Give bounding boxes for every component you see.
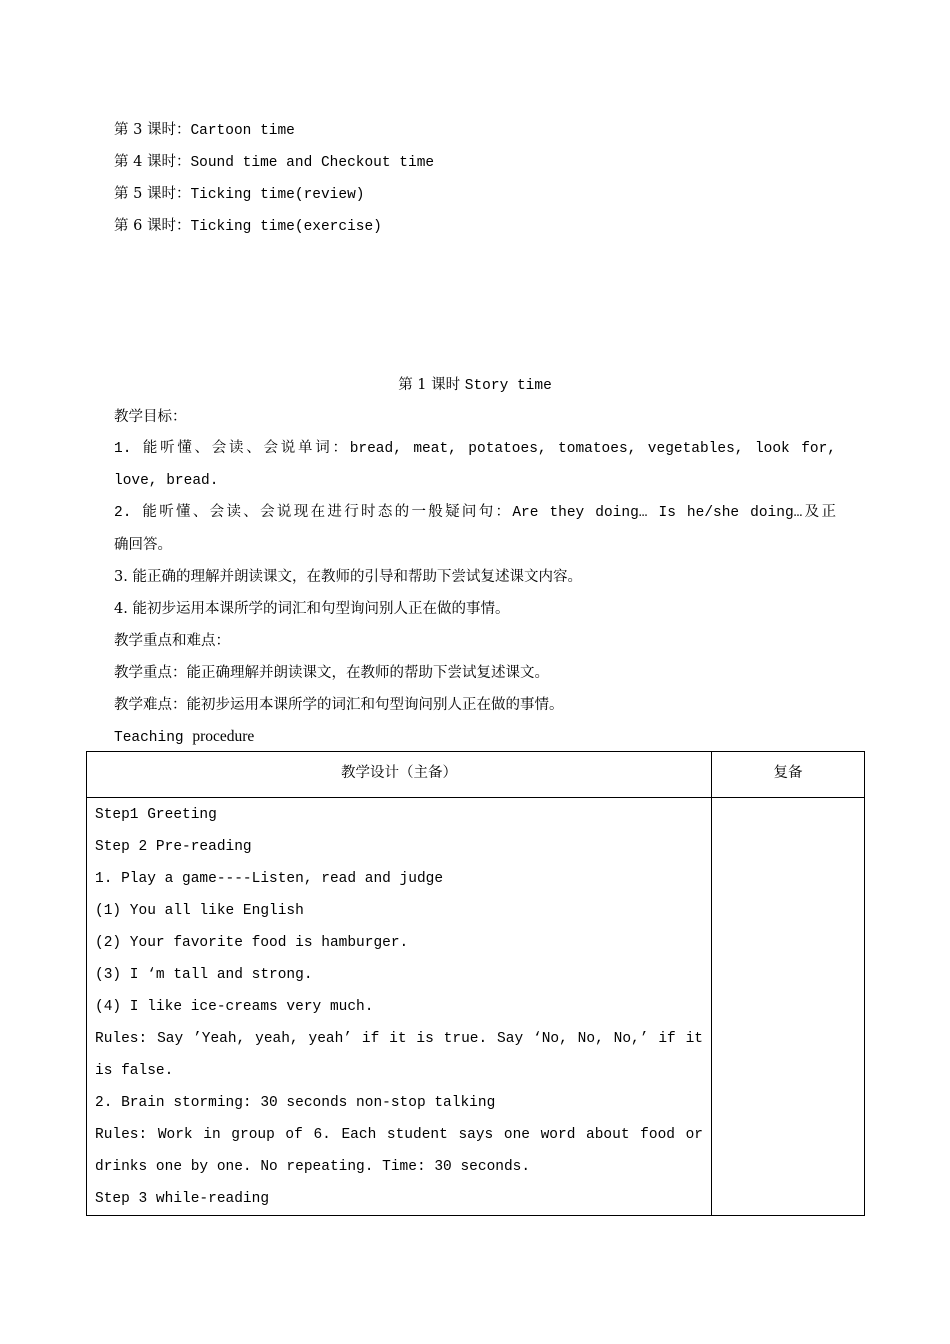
header-review bbox=[712, 752, 865, 798]
table-line: 1. Play a game----Listen, read and judge bbox=[95, 871, 444, 887]
keypoints-heading: 教学重点和难点： bbox=[114, 633, 230, 649]
lesson-title-label: 第 1 课时 bbox=[398, 377, 465, 393]
header-main-label: 教学设计（主备） bbox=[341, 765, 457, 781]
key-point: 教学重点：能正确理解并朗读课文，在教师的帮助下尝试复述课文。 bbox=[114, 665, 549, 681]
schedule-item-label: 第 3 课时： bbox=[114, 122, 191, 138]
table-header-row bbox=[87, 752, 865, 798]
table-line: Rules: Work in group of 6. Each student says one word about food or bbox=[95, 1127, 703, 1143]
main-design-cell bbox=[87, 798, 712, 1216]
table-line: Rules: Say ’Yeah, yeah, yeah’ if it is true. Say ‘No, No, No,’ if it bbox=[95, 1031, 703, 1047]
review-cell bbox=[712, 798, 865, 1216]
table-line: (2) Your favorite food is hamburger. bbox=[95, 935, 409, 951]
lesson-title bbox=[0, 375, 950, 396]
table-line: is false. bbox=[95, 1063, 174, 1079]
schedule-item bbox=[114, 152, 434, 173]
schedule-item-label: 第 6 课时： bbox=[114, 218, 191, 234]
difficult-point: 教学难点：能初步运用本课所学的词汇和句型询问别人正在做的事情。 bbox=[114, 697, 564, 713]
schedule-item-title: Ticking time(exercise) bbox=[190, 219, 382, 235]
objective-1-line-1: 1. 能听懂、会读、会说单词：bread, meat, potatoes, tomatoes, vegetables, look for, bbox=[114, 441, 836, 457]
table-line: (1) You all like English bbox=[95, 903, 304, 919]
objectives-heading: 教学目标： bbox=[114, 409, 187, 425]
schedule-item-title: Sound time and Checkout time bbox=[190, 155, 435, 171]
procedure-label-b: procedure bbox=[192, 728, 255, 745]
schedule-item bbox=[114, 216, 382, 237]
table-line: Step 2 Pre-reading bbox=[95, 839, 252, 855]
lesson-title-name: Story time bbox=[464, 378, 552, 394]
table-body-row bbox=[87, 798, 865, 1216]
objective-2-line-2: 确回答。 bbox=[114, 537, 172, 553]
schedule-item-title: Ticking time(review) bbox=[190, 187, 365, 203]
lesson-plan-table bbox=[86, 751, 865, 1216]
table-line: Step 3 while-reading bbox=[95, 1191, 270, 1207]
table-line: drinks one by one. No repeating. Time: 30 seconds. bbox=[95, 1159, 531, 1175]
objective-3: 3. 能正确的理解并朗读课文，在教师的引导和帮助下尝试复述课文内容。 bbox=[114, 569, 582, 585]
schedule-item bbox=[114, 184, 364, 205]
header-review-label: 复备 bbox=[773, 765, 803, 781]
table-line: (4) I like ice-creams very much. bbox=[95, 999, 374, 1015]
procedure-label-a: Teaching bbox=[114, 730, 193, 746]
table-line: Step1 Greeting bbox=[95, 807, 217, 823]
table-line: 2. Brain storming: 30 seconds non-stop talking bbox=[95, 1095, 496, 1111]
schedule-item bbox=[114, 120, 295, 141]
schedule-item-title: Cartoon time bbox=[190, 123, 295, 139]
schedule-item-label: 第 4 课时： bbox=[114, 154, 191, 170]
schedule-item-label: 第 5 课时： bbox=[114, 186, 191, 202]
objective-2-line-1: 2. 能听懂、会读、会说现在进行时态的一般疑问句：Are they doing… Is he/she doing…及正 bbox=[114, 505, 836, 521]
table-line: (3) I ‘m tall and strong. bbox=[95, 967, 313, 983]
procedure-label bbox=[114, 727, 254, 748]
header-main-design bbox=[87, 752, 712, 798]
objective-1-line-2: love, bread. bbox=[114, 473, 219, 489]
objective-4: 4. 能初步运用本课所学的词汇和句型询问别人正在做的事情。 bbox=[114, 601, 510, 617]
